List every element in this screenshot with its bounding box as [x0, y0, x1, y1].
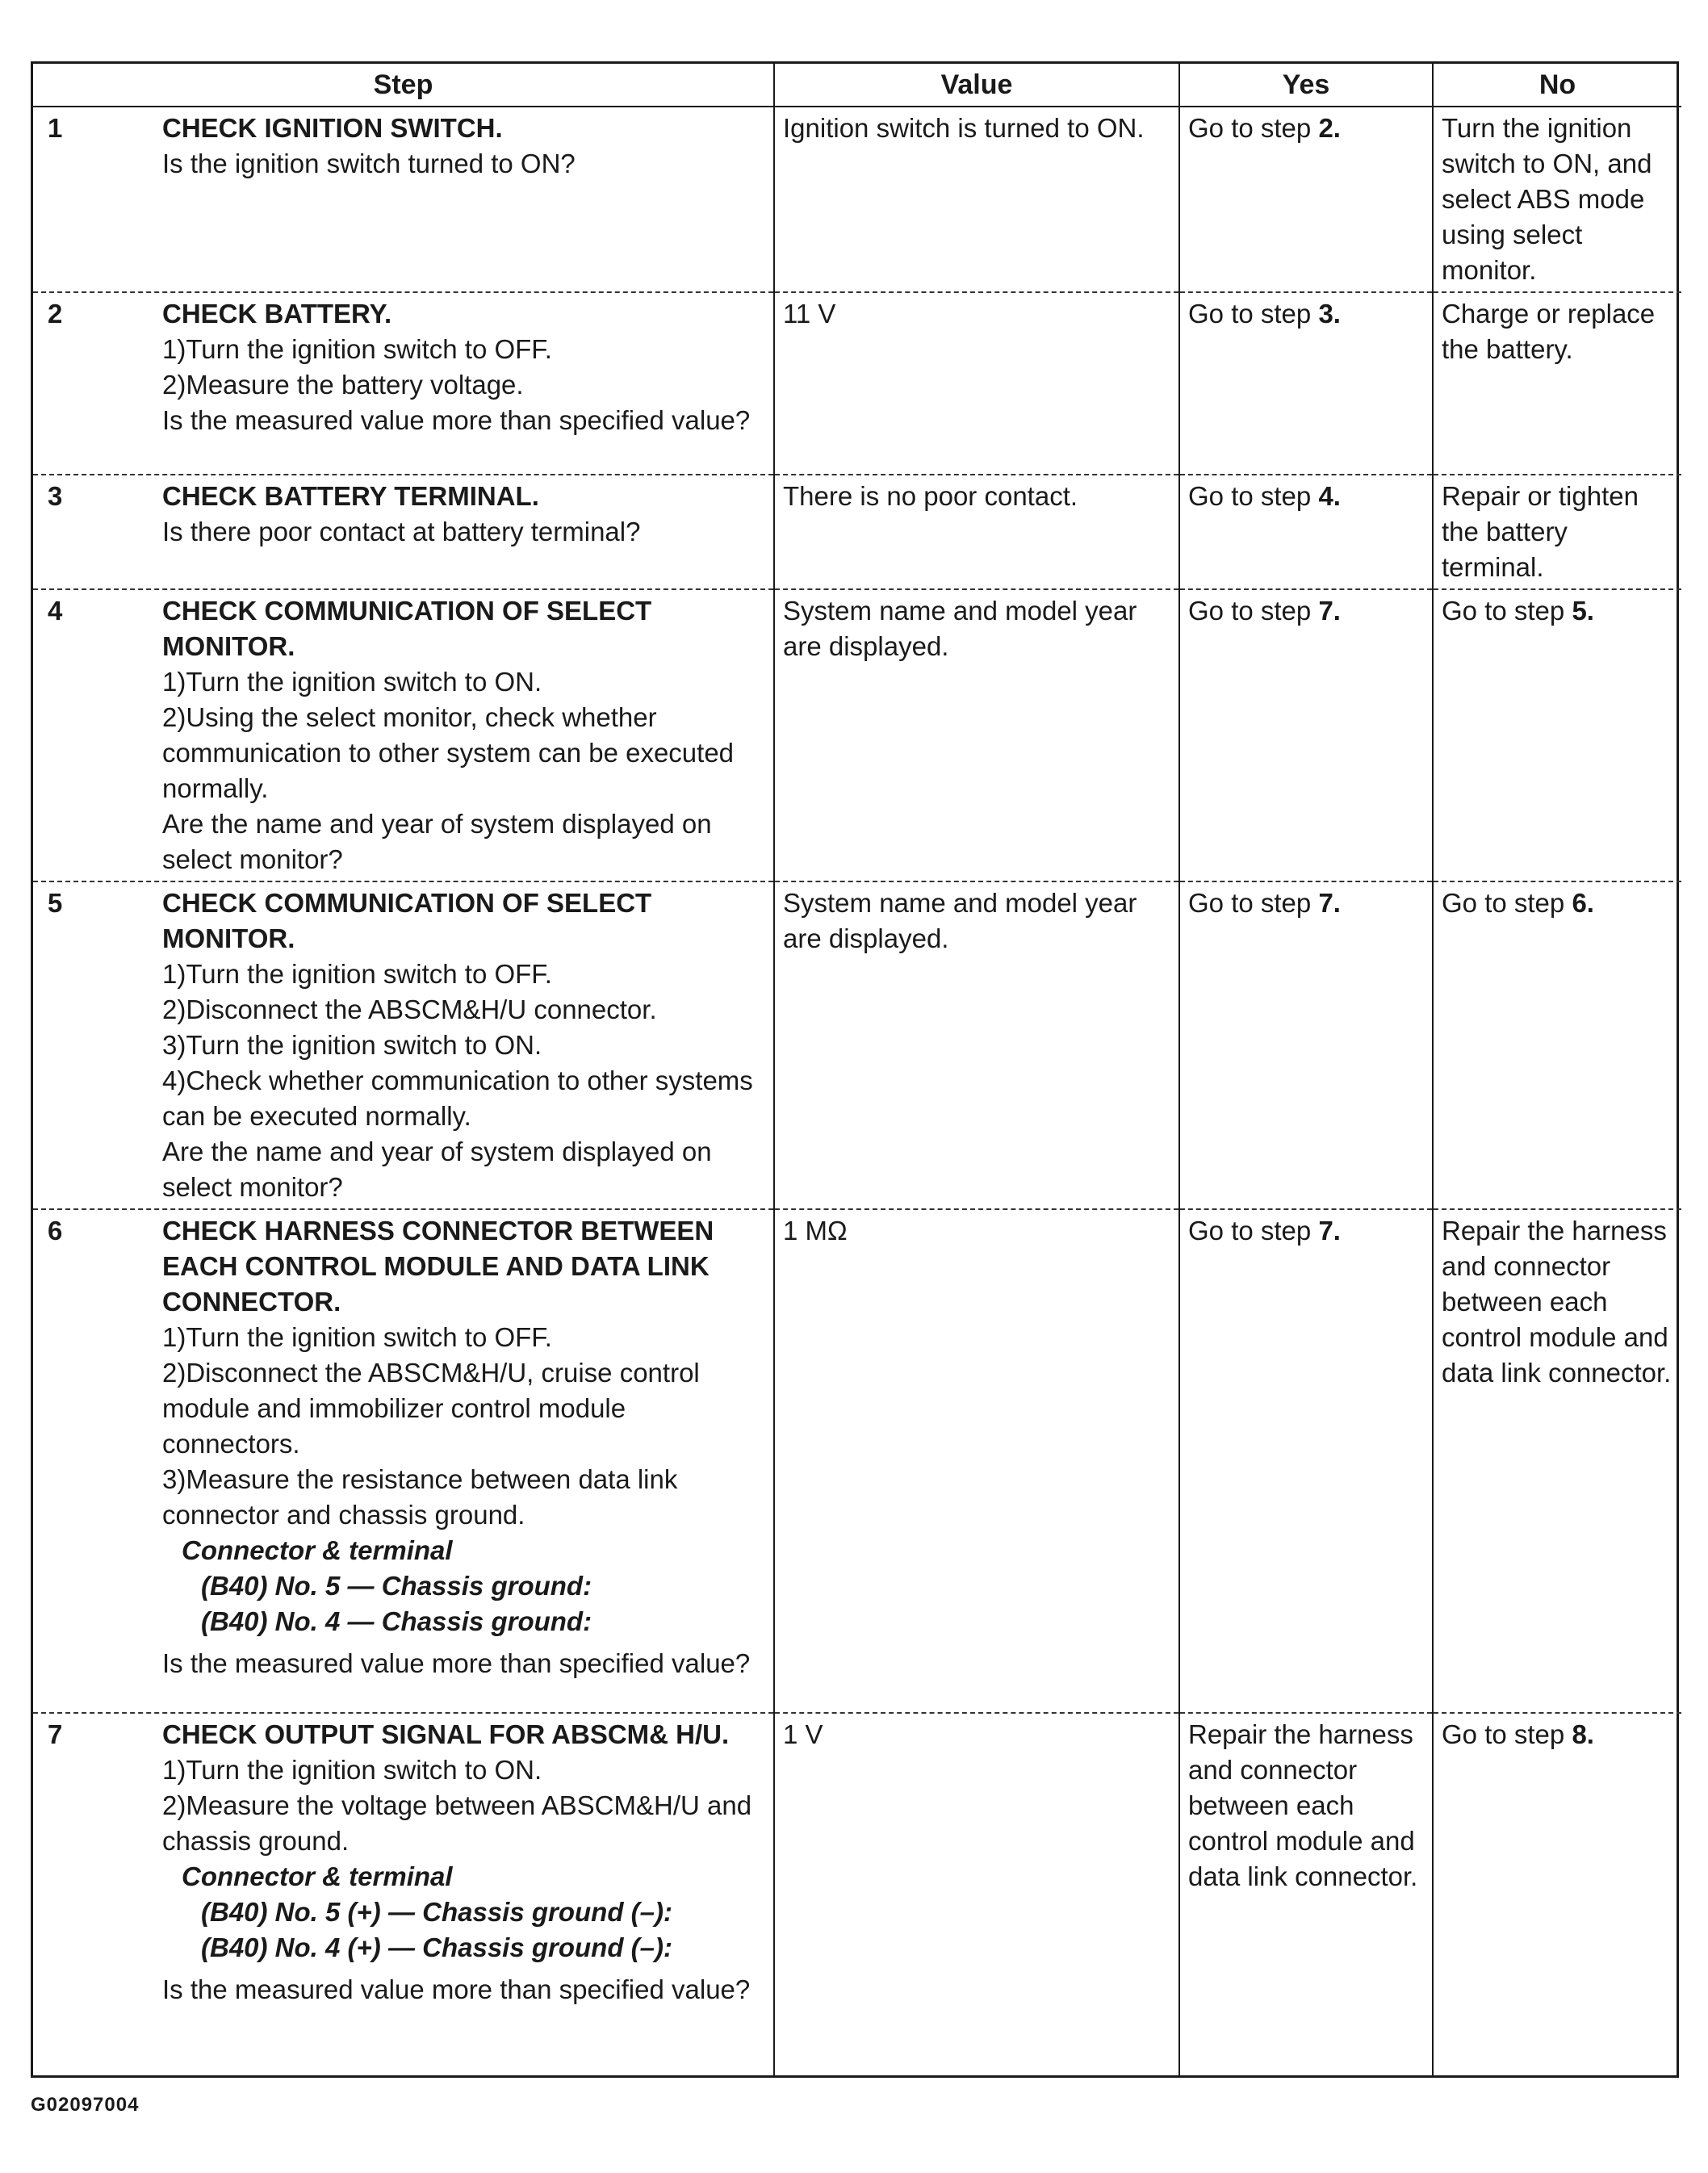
step-number: 2	[48, 299, 63, 329]
connector-terminal: (B40) No. 4 — Chassis ground:	[201, 1606, 592, 1636]
connector-terminal: (B40) No. 5 — Chassis ground:	[201, 1571, 592, 1601]
value-cell: System name and model year are displayed.	[774, 589, 1179, 881]
connector-label: Connector & terminal	[182, 1535, 453, 1565]
value-cell: 11 V	[774, 292, 1179, 475]
header-value: Value	[774, 64, 1179, 107]
step-number: 6	[48, 1216, 63, 1246]
value-cell: Ignition switch is turned to ON.	[774, 107, 1179, 292]
table-row	[33, 1209, 1681, 1713]
no-cell: Charge or replace the battery.	[1433, 292, 1681, 475]
step-line: 2)Using the select monitor, check whether communication to other system can be executed normally.	[162, 702, 735, 803]
yes-cell: Go to step 2.	[1179, 107, 1433, 292]
step-line: 2)Measure the voltage between ABSCM&H/U and chassis ground.	[162, 1790, 752, 1856]
step-number: 7	[48, 1719, 63, 1749]
step-number: 1	[48, 113, 63, 143]
diagnostic-table	[33, 64, 1681, 2076]
step-line: Is the ignition switch turned to ON?	[162, 149, 576, 178]
step-line: 3)Turn the ignition switch to ON.	[162, 1030, 542, 1060]
step-title: CHECK OUTPUT SIGNAL FOR ABSCM& H/U.	[162, 1719, 730, 1749]
value-cell: System name and model year are displayed.	[774, 881, 1179, 1209]
no-cell: Go to step 6.	[1433, 881, 1681, 1209]
step-number: 4	[48, 596, 63, 626]
value-cell: 1 MΩ	[774, 1209, 1179, 1713]
step-line: Are the name and year of system displayed on select monitor?	[162, 1137, 712, 1202]
step-line: 2)Disconnect the ABSCM&H/U connector.	[162, 994, 657, 1024]
header-yes: Yes	[1179, 64, 1433, 107]
step-cell	[33, 292, 774, 475]
step-title: CHECK BATTERY.	[162, 299, 392, 329]
step-number: 3	[48, 481, 63, 511]
yes-cell: Repair the harness and connector between each control module and data link connector.	[1179, 1713, 1433, 2076]
step-line: 2)Disconnect the ABSCM&H/U, cruise control module and immobilizer control module connectors.	[162, 1358, 700, 1459]
step-cell	[33, 1209, 774, 1713]
no-cell: Go to step 8.	[1433, 1713, 1681, 2076]
step-cell	[33, 881, 774, 1209]
step-title: CHECK IGNITION SWITCH.	[162, 113, 503, 143]
yes-cell: Go to step 7.	[1179, 589, 1433, 881]
table-row	[33, 292, 1681, 475]
step-line: 3)Measure the resistance between data link connector and chassis ground.	[162, 1464, 678, 1530]
connector-terminal: (B40) No. 5 (+) — Chassis ground (–):	[201, 1897, 672, 1927]
step-line: 1)Turn the ignition switch to OFF.	[162, 334, 552, 364]
step-line: Is the measured value more than specified value?	[162, 405, 751, 435]
table-row	[33, 475, 1681, 589]
figure-code: G02097004	[31, 2094, 140, 2116]
step-cell	[33, 475, 774, 589]
table-row	[33, 589, 1681, 881]
step-cell	[33, 1713, 774, 2076]
step-line: 4)Check whether communication to other systems can be executed normally.	[162, 1066, 753, 1131]
step-line: Is there poor contact at battery terminal?	[162, 517, 641, 546]
yes-cell: Go to step 7.	[1179, 881, 1433, 1209]
step-question: Is the measured value more than specified value?	[162, 1974, 751, 2004]
yes-cell: Go to step 7.	[1179, 1209, 1433, 1713]
yes-cell: Go to step 4.	[1179, 475, 1433, 589]
header-no: No	[1433, 64, 1681, 107]
value-cell: 1 V	[774, 1713, 1179, 2076]
step-question: Is the measured value more than specified value?	[162, 1648, 751, 1678]
step-line: 2)Measure the battery voltage.	[162, 370, 524, 400]
diagnostic-table-frame	[31, 61, 1679, 2078]
step-cell	[33, 589, 774, 881]
table-row	[33, 881, 1681, 1209]
connector-terminal: (B40) No. 4 (+) — Chassis ground (–):	[201, 1932, 672, 1962]
step-line: 1)Turn the ignition switch to OFF.	[162, 959, 552, 989]
no-cell: Repair the harness and connector between each control module and data link connector.	[1433, 1209, 1681, 1713]
step-number: 5	[48, 888, 63, 918]
connector-label: Connector & terminal	[182, 1861, 453, 1891]
value-cell: There is no poor contact.	[774, 475, 1179, 589]
table-row	[33, 1713, 1681, 2076]
table-row	[33, 107, 1681, 292]
step-line: Are the name and year of system displayed on select monitor?	[162, 809, 712, 874]
step-cell	[33, 107, 774, 292]
step-line: 1)Turn the ignition switch to OFF.	[162, 1322, 552, 1352]
no-cell: Turn the ignition switch to ON, and select ABS mode using select monitor.	[1433, 107, 1681, 292]
header-row	[33, 64, 1681, 107]
no-cell: Repair or tighten the battery terminal.	[1433, 475, 1681, 589]
header-step: Step	[33, 64, 774, 107]
step-line: 1)Turn the ignition switch to ON.	[162, 1755, 542, 1785]
step-title: CHECK HARNESS CONNECTOR BETWEEN EACH CONTROL MODULE AND DATA LINK CONNECTOR.	[162, 1216, 714, 1317]
step-line: 1)Turn the ignition switch to ON.	[162, 667, 542, 697]
step-title: CHECK COMMUNICATION OF SELECT MONITOR.	[162, 596, 652, 661]
no-cell: Go to step 5.	[1433, 589, 1681, 881]
yes-cell: Go to step 3.	[1179, 292, 1433, 475]
step-title: CHECK COMMUNICATION OF SELECT MONITOR.	[162, 888, 652, 953]
step-title: CHECK BATTERY TERMINAL.	[162, 481, 539, 511]
